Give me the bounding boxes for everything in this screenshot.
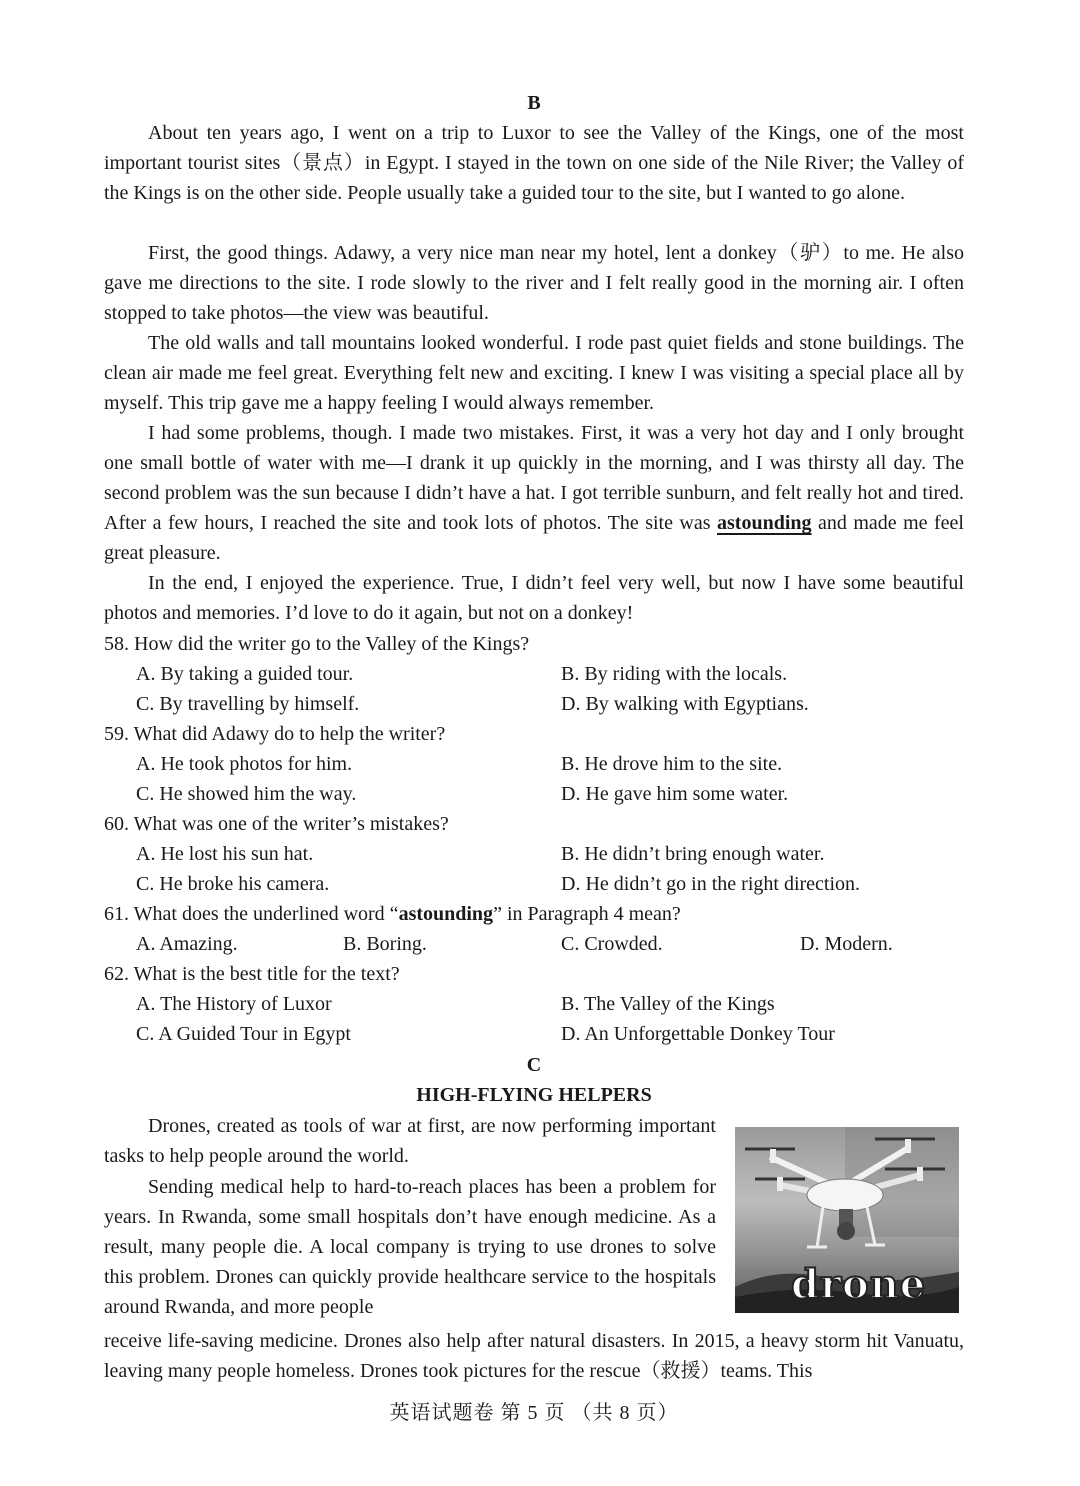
q61-option-a: A. Amazing. (136, 933, 238, 955)
q59-option-d: D. He gave him some water. (561, 783, 789, 805)
q59-option-a: A. He took photos for him. (136, 753, 353, 775)
q60-option-b: B. He didn’t bring enough water. (561, 843, 825, 865)
q58-option-b: B. By riding with the locals. (561, 663, 788, 685)
q61-stem-start: 61. What does the underlined word “ (104, 903, 399, 925)
q58-option-a: A. By taking a guided tour. (136, 663, 354, 685)
question-60: 60. What was one of the writer’s mistakes? (104, 813, 449, 835)
q61-stem-end: ” in Paragraph 4 mean? (493, 903, 681, 925)
section-c-paragraph-2: Sending medical help to hard-to-reach places has been a problem for years. In Rwanda, some small hospitals don’t have enough medicine. As a result, many people die. A local company is trying to use drones to solve this problem. Drones can quickly provide healthcare service to the hospitals around Rwanda, and more people (104, 1176, 716, 1319)
paragraph-4-text-end: and made me feel great pleasure. (104, 512, 964, 565)
section-b-paragraph-2: First, the good things. Adawy, a very nice man near my hotel, lent a donkey（驴）to me. He also gave me directions to the site. I rode slowly to the river and I felt really good in the morning air. I often stopped to take photos—the view was beautiful. (104, 242, 964, 325)
paragraph-4-text: I had some problems, though. I made two mistakes. First, it was a very hot day and I only brought one small bottle of water with me—I drank it up quickly in the morning, and I was thirsty all day. The second problem was the sun because I didn’t have a hat. I got terrible sunburn, and felt really hot and tired. After a few hours, I reached the site and took lots of photos. The site was (104, 422, 964, 535)
q61-option-d: D. Modern. (800, 933, 893, 955)
section-b-paragraph-4 (104, 418, 964, 568)
q61-option-b: B. Boring. (343, 933, 427, 955)
q61-option-c: C. Crowded. (561, 933, 663, 955)
q62-option-c: C. A Guided Tour in Egypt (136, 1023, 351, 1045)
drone-photo (735, 1127, 959, 1313)
q59-option-b: B. He drove him to the site. (561, 753, 783, 775)
section-b-heading: B (527, 92, 541, 114)
q58-option-d: D. By walking with Egyptians. (561, 693, 809, 715)
q60-option-c: C. He broke his camera. (136, 873, 330, 895)
question-61 (104, 899, 681, 929)
drone-caption: drone (791, 1261, 927, 1308)
section-b-paragraph-3: The old walls and tall mountains looked wonderful. I rode past quiet fields and stone buildings. The clean air made me feel great. Everything felt new and exciting. I knew I was visiting a special place all by myself. This trip gave me a happy feeling I would always remember. (104, 332, 964, 415)
q62-option-b: B. The Valley of the Kings (561, 993, 775, 1015)
q62-option-a: A. The History of Luxor (136, 993, 332, 1015)
q60-option-a: A. He lost his sun hat. (136, 843, 314, 865)
question-58: 58. How did the writer go to the Valley of the Kings? (104, 633, 530, 655)
article-title: HIGH-FLYING HELPERS (416, 1084, 652, 1106)
q62-option-d: D. An Unforgettable Donkey Tour (561, 1023, 835, 1045)
q61-keyword: astounding (398, 903, 494, 925)
q60-option-d: D. He didn’t go in the right direction. (561, 873, 861, 895)
section-b-paragraph-1: About ten years ago, I went on a trip to Luxor to see the Valley of the Kings, one of the most important tourist sites（景点）in Egypt. I stayed in the town on one side of the Nile River; the Valley of the Kings is on the other side. People usually take a guided tour to the site, but I wanted to go alone. (104, 122, 964, 205)
question-59: 59. What did Adawy do to help the writer? (104, 723, 446, 745)
section-c-heading: C (526, 1054, 542, 1076)
section-b-paragraph-5: In the end, I enjoyed the experience. True, I didn’t feel very well, but now I have some beautiful photos and memories. I’d love to do it again, but not on a donkey! (104, 572, 964, 625)
section-c-paragraph-1: Drones, created as tools of war at first, are now performing important tasks to help people around the world. (104, 1115, 716, 1168)
question-62: 62. What is the best title for the text? (104, 963, 400, 985)
section-c-paragraph-2-continued: receive life-saving medicine. Drones also help after natural disasters. In 2015, a heavy storm hit Vanuatu, leaving many people homeless. Drones took pictures for the rescue（救援）teams. This (104, 1330, 964, 1383)
q59-option-c: C. He showed him the way. (136, 783, 357, 805)
underlined-word: astounding (717, 512, 812, 535)
q58-option-c: C. By travelling by himself. (136, 693, 360, 715)
page-footer: 英语试题卷 第 5 页 （共 8 页） (389, 1402, 679, 1424)
